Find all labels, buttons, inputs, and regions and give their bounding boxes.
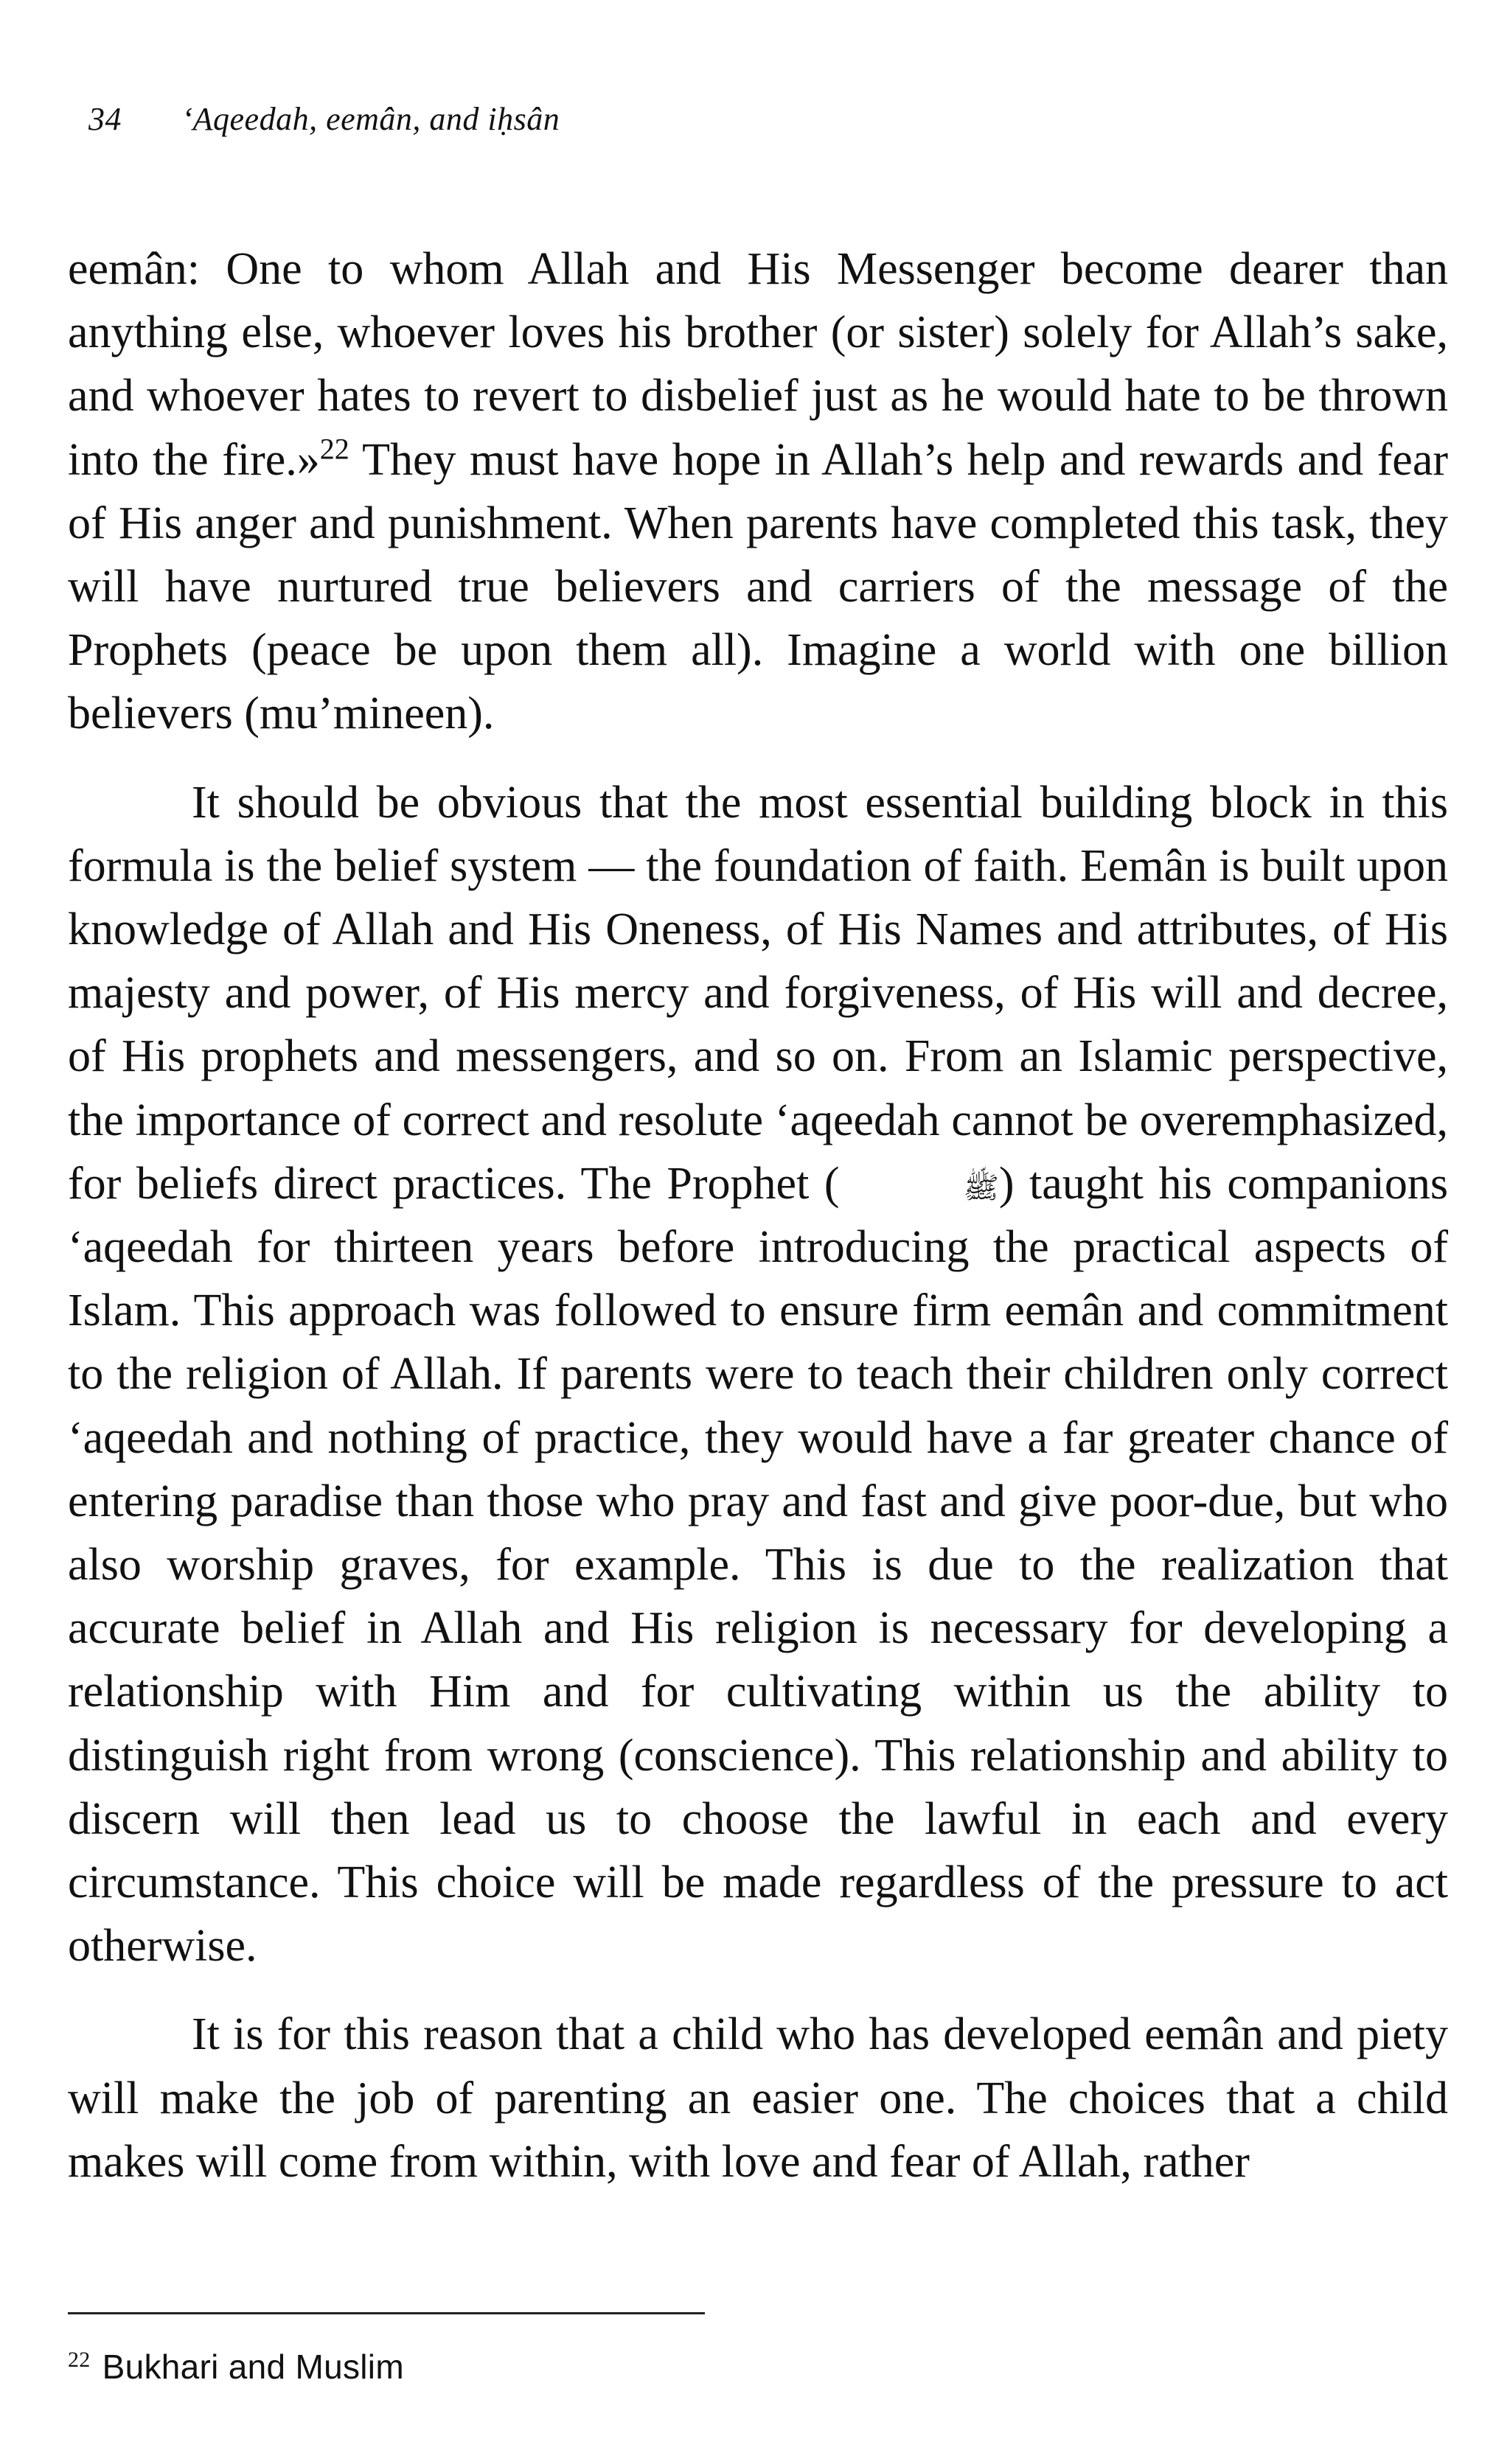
paragraph-2-text-a: It should be obvious that the most essential building block in this formula is the belief system — the foundation of faith. Eemân is built upon knowledge of Allah and His Oneness, of His Names and attributes, of His majesty and power, of His mercy and forgiveness, of His will and decree, of His prophets and messengers, and so on. From an Islamic perspective, the importance of correct and resolute ‘aqeedah cannot be overemphasized, for beliefs direct practices. The Prophet ( bbox=[68, 777, 1448, 1209]
footnote-reference: 22 bbox=[319, 431, 349, 465]
paragraph-3 bbox=[68, 2003, 1448, 2193]
body-text bbox=[68, 237, 1448, 2193]
running-header bbox=[88, 100, 560, 138]
salutation-glyph-icon: ﷺ bbox=[963, 1170, 999, 1204]
footnote-number: 22 bbox=[68, 2347, 91, 2372]
paragraph-2-text-b: ) taught his companions ‘aqeedah for thirteen years before introducing the practical aspects of Islam. This approach was followed to ensure firm eemân and commitment to the religion of Allah. If parents were to teach their children only correct ‘aqeedah and nothing of practice, they would have a far greater chance of entering paradise than those who pray and fast and give poor-due, but who also worship graves, for example. This is due to the realization that accurate belief in Allah and His religion is necessary for developing a relationship with Him and for cultivating within us the ability to distinguish right from wrong (conscience). This relationship and ability to discern will then lead us to choose the lawful in each and every circumstance. This choice will be made regardless of the pressure to act otherwise. bbox=[68, 1158, 1448, 1972]
page-number: 34 bbox=[88, 101, 122, 137]
running-title: ‘Aqeedah, eemân, and iḥsân bbox=[181, 101, 560, 137]
paragraph-1-text-b: They must have hope in Allah’s help and rewards and fear of His anger and punishment. When parents have completed this task, they will have nurtured true believers and carriers of the message of the Prophets (peace be upon them all). Imagine a world with one billion believers (mu’mineen). bbox=[68, 434, 1448, 739]
footnote-text: Bukhari and Muslim bbox=[102, 2348, 404, 2386]
footnote bbox=[68, 2347, 404, 2387]
paragraph-3-text-a: It is for this reason that a child who has developed eemân and piety will make the job of parenting an easier one. The choices that a child makes will come from within, with love and fear of Allah, rather bbox=[68, 2009, 1448, 2187]
paragraph-1 bbox=[68, 237, 1448, 746]
paragraph-1-text-a: eemân: One to whom Allah and His Messenger become dearer than anything else, whoever loves his brother (or sister) solely for Allah’s sake, and whoever hates to revert to disbelief just as he would hate to be thrown into the fire.» bbox=[68, 244, 1448, 485]
footnote-divider bbox=[68, 2312, 705, 2314]
paragraph-2 bbox=[68, 771, 1448, 1978]
